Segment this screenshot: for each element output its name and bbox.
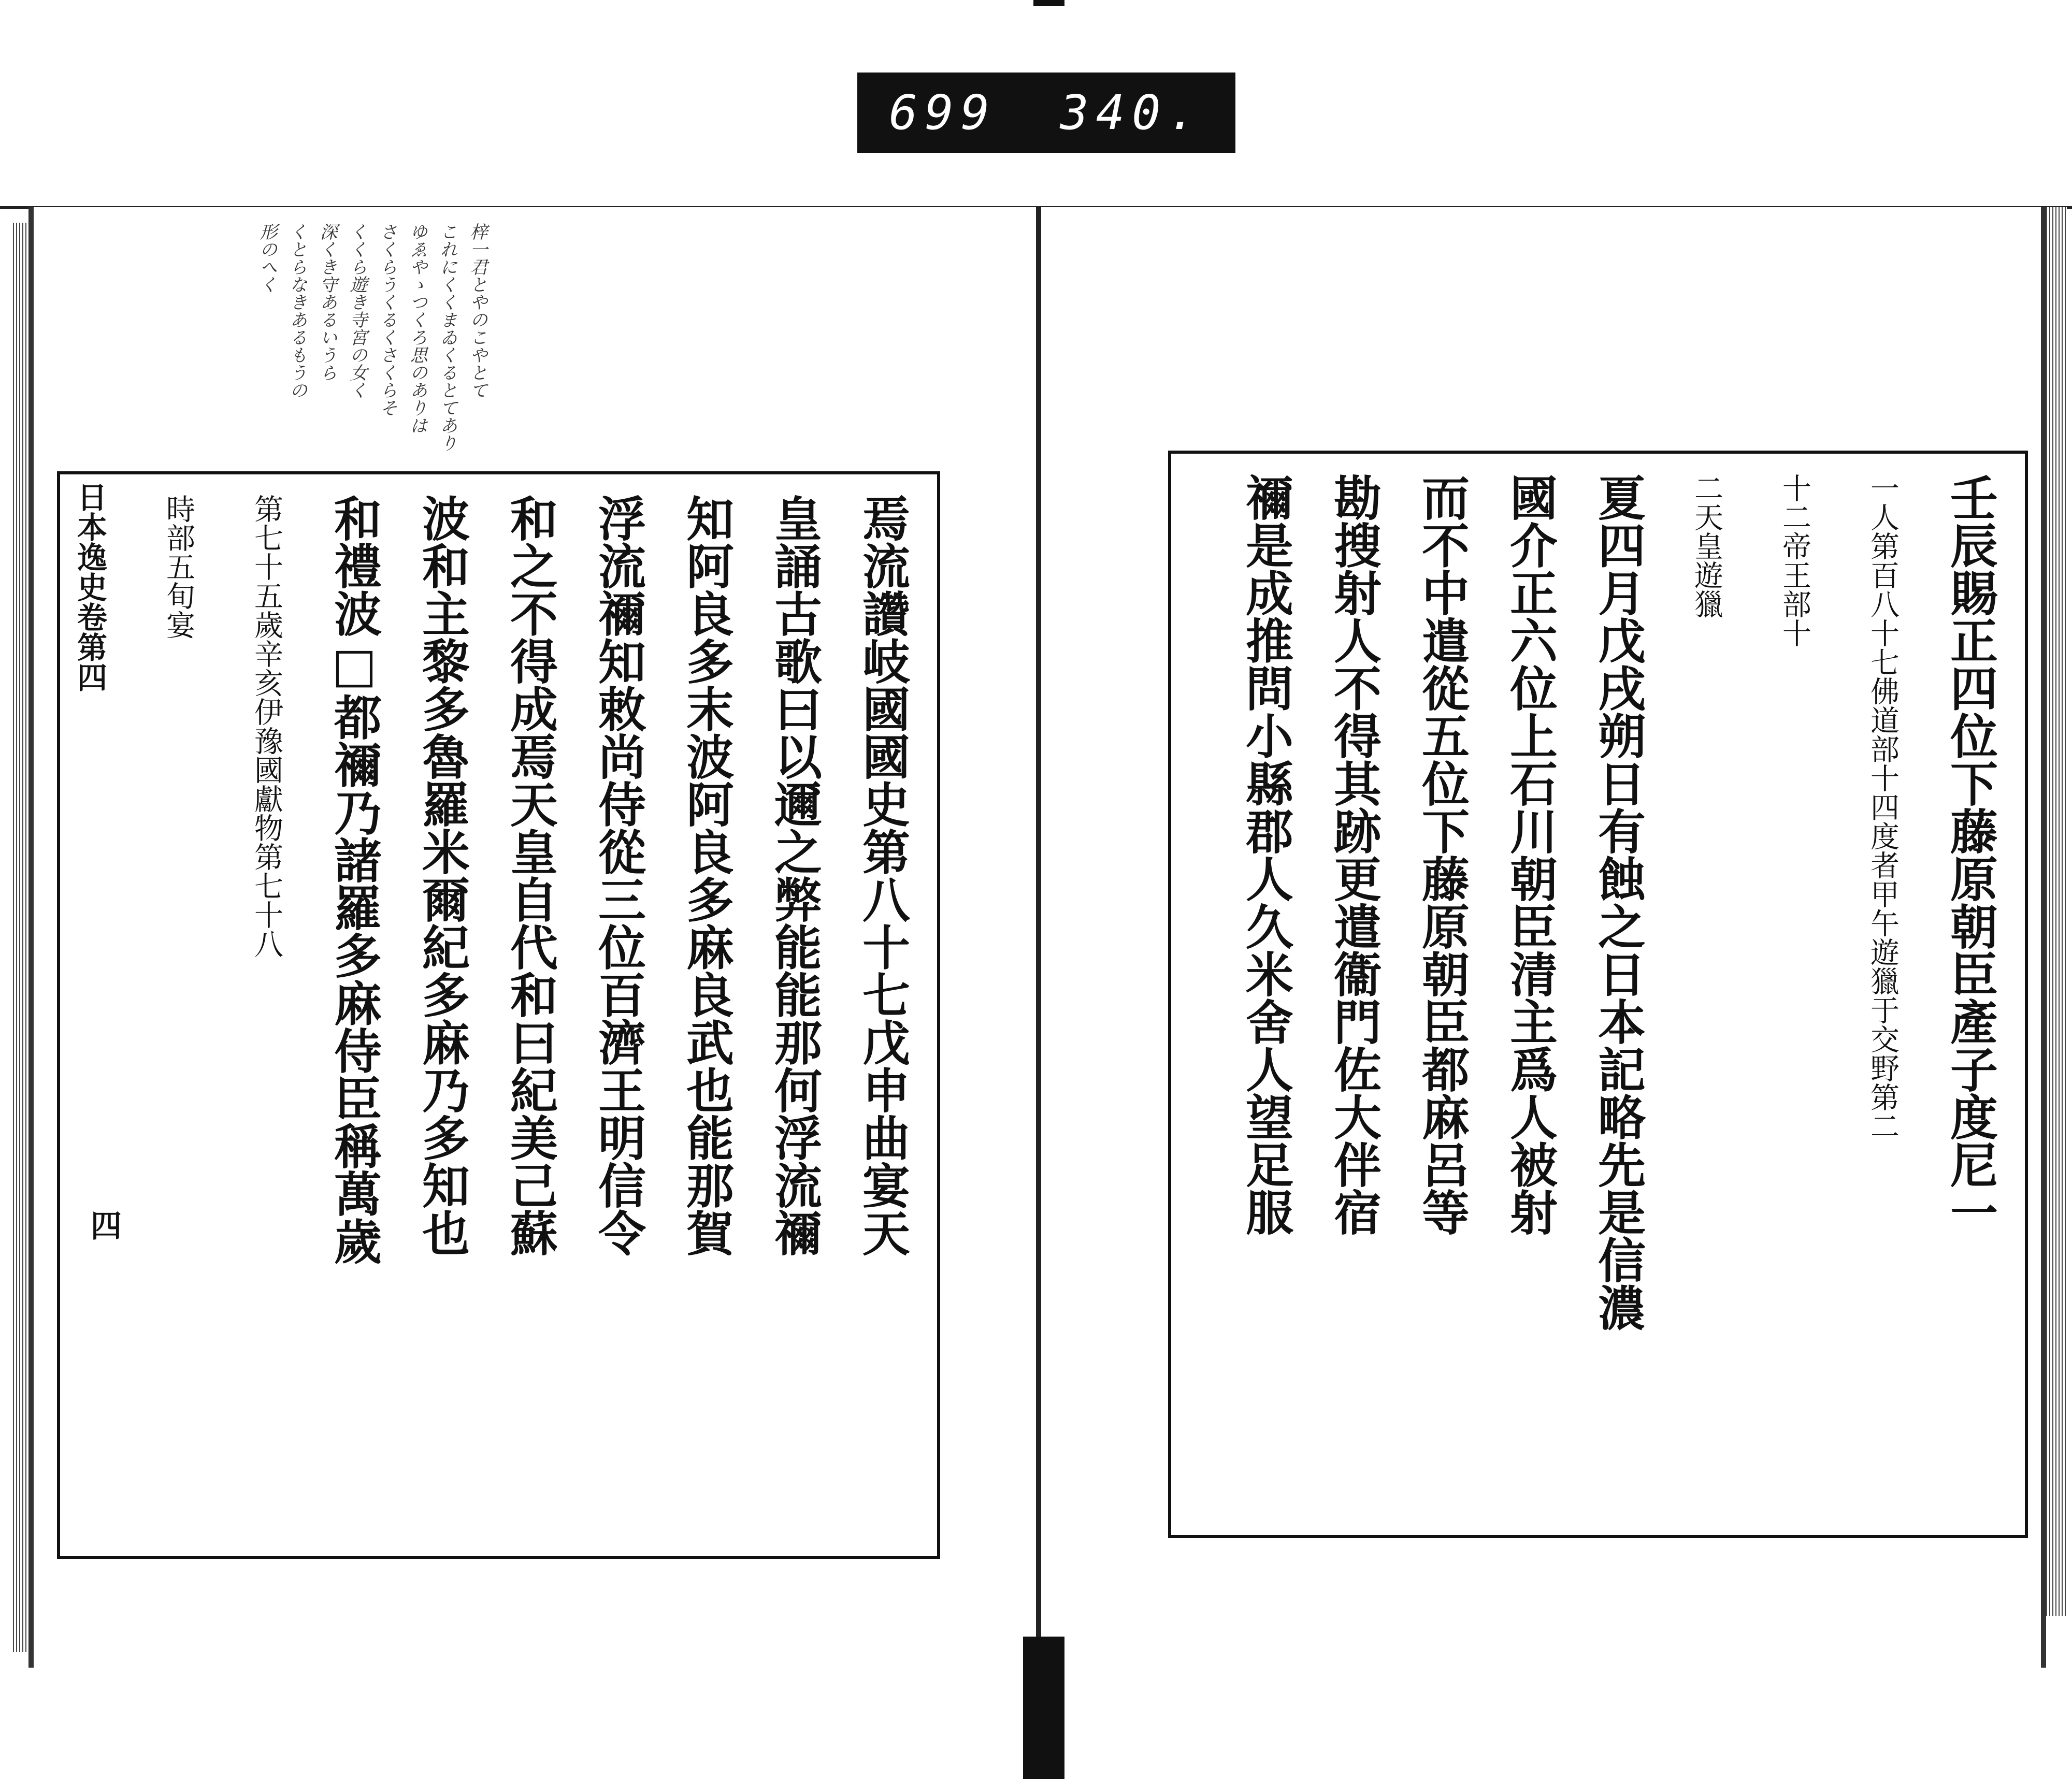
book-gutter [1036,207,1041,1668]
text-column: 知阿良多末波阿良多麻良武也能那賀 [679,494,735,1256]
right-text-frame [1168,451,2028,1538]
text-column: 焉流讚岐國國史第八十七戊申曲宴天 [855,494,911,1256]
text-column: 禰是成推問小縣郡人久米舍人望足服 [1238,473,1294,1236]
text-column-note: 一人第百八十七佛道部十四度者甲午遊獵于交野第二 [1866,473,1900,1140]
text-column: 勘搜射人不得其跡更遣衞門佐大伴宿 [1326,473,1382,1236]
note-line: 梓一君とやのこやとて [467,223,487,399]
note-line: ゆゑやゝつくろ思のありは [407,223,427,434]
text-column: 夏四月戊戌朔日有蝕之日本記略先是信濃 [1590,473,1646,1331]
text-column-note: 二天皇遊獵 [1690,473,1723,618]
note-line: くとらなきあるもうの [286,223,307,399]
text-column: 和之不得成焉天皇自代和曰紀美己蘇 [502,494,558,1256]
text-column-note: 十二帝王部十 [1778,473,1811,647]
spine-shadow [1023,1637,1064,1779]
text-column: 而不中遣從五位下藤原朝臣都麻呂等 [1414,473,1470,1236]
text-column: 波和主黎多魯羅米爾紀多麻乃多知也 [414,494,470,1256]
text-column: 和禮波□都禰乃諸羅多麻侍臣稱萬歲 [326,494,382,1265]
left-text-frame [57,471,940,1559]
text-column: 皇誦古歌曰以邇之弊能能那何浮流禰 [767,494,823,1256]
text-column: 浮流禰知敕尚侍從三位百濟王明信令 [591,494,646,1256]
note-line: 形のへく [256,223,277,293]
text-column: 國介正六位上石川朝臣清主爲人被射 [1502,473,1558,1236]
book-margin-title: 日本逸史卷第四 [72,482,107,692]
note-line: 深くき守あるいうら [316,223,337,381]
catalog-label-right: 340. [1060,85,1204,140]
note-line: これにくくまゐくるとてあり [437,223,457,452]
note-line: くくら遊き寺宮の女く [347,223,367,399]
top-edge-mark [1033,0,1064,6]
note-line: さくらうくるくさくらそ [377,223,397,416]
handwritten-note [202,223,492,456]
catalog-label-left: 699 [889,85,997,140]
text-column-note: 第七十五歲辛亥伊豫國獻物第七十八 [250,494,283,958]
text-column: 壬辰賜正四位下藤原朝臣產子度尼一 [1942,473,1998,1236]
page-number: 四 [91,1208,122,1245]
text-column-note: 時部五旬宴 [162,494,195,639]
catalog-label [857,73,1235,153]
